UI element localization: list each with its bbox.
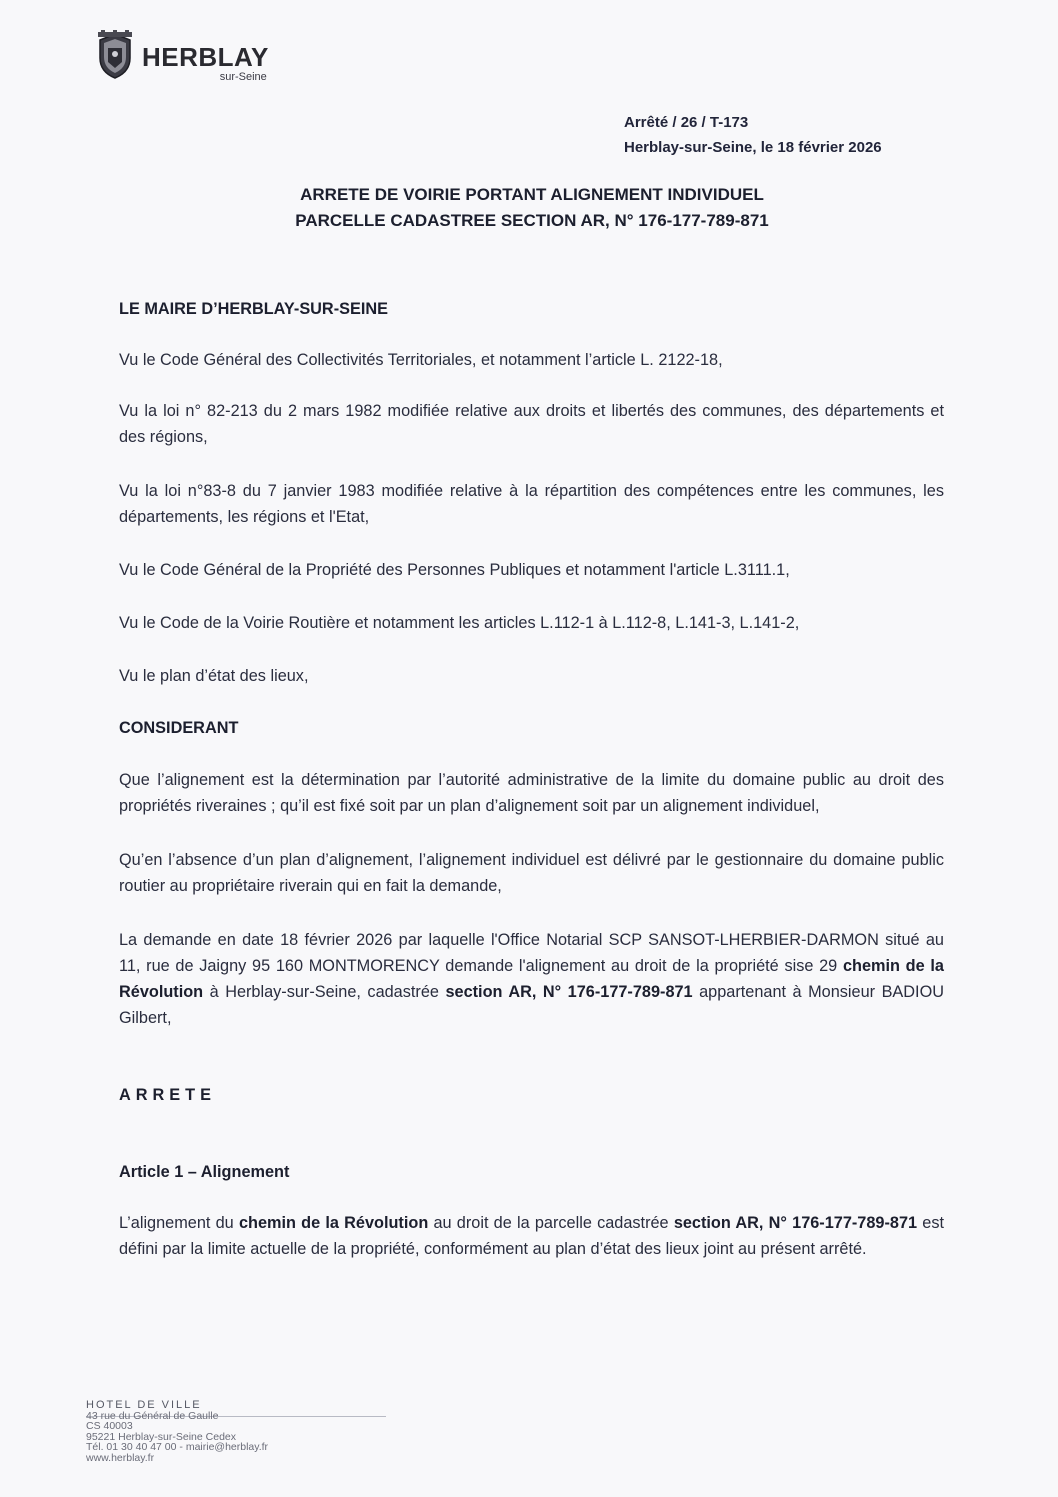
request-text: appartenant à Monsieur BADIOU Gilbert, (119, 983, 944, 1027)
vu-paragraph: Vu la loi n°83-8 du 7 janvier 1983 modifiée relative à la répartition des compétences entre les communes, les départements, les régions et l'Etat, (119, 482, 944, 526)
coat-of-arms-icon (94, 30, 136, 80)
considerant-paragraph: Qu’en l’absence d’un plan d’alignement, l’alignement individuel est délivré par le gestionnaire du domaine public routier au propriétaire riverain qui en fait la demande, (119, 851, 944, 895)
logo-name: HERBLAY (142, 42, 269, 72)
city-logo (94, 30, 269, 83)
parcel-reference: section AR, N° 176-177-789-871 (445, 983, 693, 1001)
street-name: chemin de la Révolution (119, 957, 944, 1001)
reference-block (624, 110, 882, 160)
place-date: Herblay-sur-Seine, le 18 février 2026 (624, 139, 882, 156)
footer-street: 43 rue du Général de Gaulle (86, 1409, 219, 1422)
request-paragraph (119, 927, 944, 1031)
footer-contact: Tél. 01 30 40 47 00 - mairie@herblay.fr (86, 1441, 269, 1453)
article-1-title: Article 1 – Alignement (119, 1163, 290, 1181)
arrete-number: Arrêté / 26 / T-173 (624, 114, 749, 131)
article-1-text (119, 1210, 944, 1262)
considerant-heading: CONSIDERANT (119, 719, 239, 737)
document-body (119, 296, 944, 1262)
article-text: au droit de la parcelle cadastrée (428, 1214, 674, 1232)
vu-paragraph: Vu le Code Général de la Propriété des Personnes Publiques et notamment l'article L.3111.1, (119, 561, 790, 579)
vu-paragraph: Vu le Code de la Voirie Routière et notamment les articles L.112-1 à L.112-8, L.141-3, L.141-2, (119, 614, 800, 632)
document-title (0, 182, 1058, 234)
vu-paragraph: Vu le Code Général des Collectivités Territoriales, et notamment l’article L. 2122-18, (119, 351, 723, 369)
vu-paragraph: Vu la loi n° 82-213 du 2 mars 1982 modifiée relative aux droits et libertés des communes, des départements et des régions, (119, 402, 944, 446)
request-text: La demande en date 18 février 2026 par laquelle l'Office Notarial SCP SANSOT-LHERBIER-DARMON situé au 11, rue de Jaigny 95 160 MONTMORENCY demande l'alignement au droit de la propriété sise 29 (119, 931, 944, 975)
request-text: à Herblay-sur-Seine, cadastrée (203, 983, 446, 1001)
considerant-paragraph: Que l’alignement est la détermination par l’autorité administrative de la limite du domaine public au droit des propriétés riveraines ; qu’il est fixé soit par un plan d’alignement soit par un alignement individuel, (119, 771, 944, 815)
footer-cs: CS 40003 (86, 1420, 133, 1432)
article-text: est défini par la limite actuelle de la propriété, conformément au plan d’état des lieux joint au présent arrêté. (119, 1214, 944, 1258)
parcel-reference: section AR, N° 176-177-789-871 (673, 1214, 918, 1232)
title-line-2: PARCELLE CADASTREE SECTION AR, N° 176-177-789-871 (295, 211, 769, 230)
article-text: L’alignement du (119, 1214, 239, 1232)
footer-website: www.herblay.fr (86, 1451, 155, 1464)
footer-address (86, 1400, 268, 1463)
street-name: chemin de la Révolution (238, 1214, 429, 1232)
footer-title: HOTEL DE VILLE (86, 1399, 202, 1411)
authority-heading: LE MAIRE D’HERBLAY-SUR-SEINE (119, 300, 388, 318)
footer-city: 95221 Herblay-sur-Seine Cedex (86, 1430, 236, 1443)
arrete-heading: ARRETE (119, 1086, 216, 1104)
title-line-1: ARRETE DE VOIRIE PORTANT ALIGNEMENT INDIVIDUEL (300, 185, 764, 204)
vu-paragraph: Vu le plan d’état des lieux, (119, 667, 309, 685)
logo-subtitle: sur-Seine (219, 71, 267, 83)
